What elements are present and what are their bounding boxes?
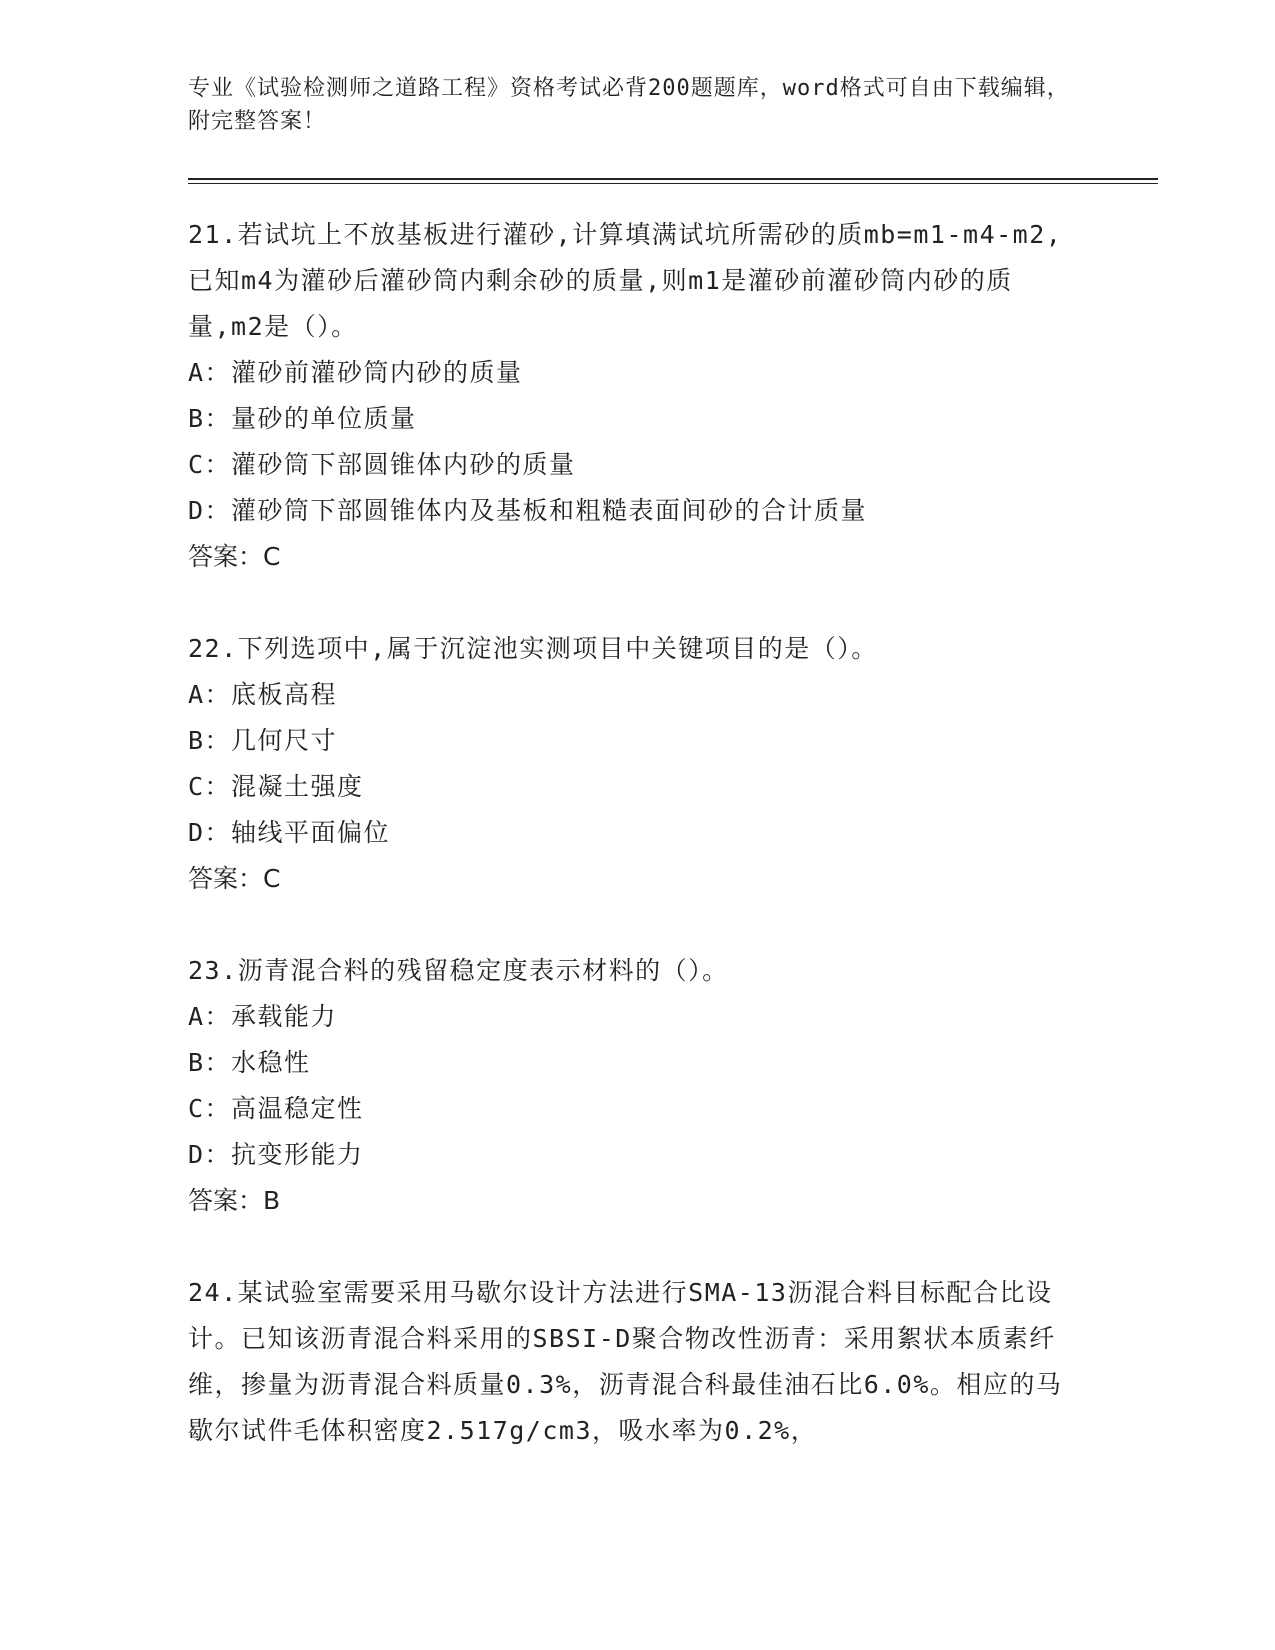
question-21 — [188, 212, 1088, 580]
question-text: 24.某试验室需要采用马歇尔设计方法进行SMA-13沥混合料目标配合比设计。已知该沥青混合料采用的SBSI-D聚合物改性沥青：采用絮状本质素纤维，掺量为沥青混合料质量0.3%，沥青混合科最佳油石比6.0%。相应的马歇尔试件毛体积密度2.517g/cm3，吸水率为0.2%， — [188, 1278, 1063, 1445]
question-list — [188, 212, 1088, 1500]
question-text: 23.沥青混合料的残留稳定度表示材料的（）。 — [188, 956, 729, 985]
answer-text: 答案：B — [188, 1186, 281, 1215]
option-b: B：水稳性 — [188, 1048, 311, 1077]
question-text: 21.若试坑上不放基板进行灌砂,计算填满试坑所需砂的质mb=m1-m4-m2,已知m4为灌砂后灌砂筒内剩余砂的质量,则m1是灌砂前灌砂筒内砂的质量,m2是（）。 — [188, 220, 1063, 341]
option-d: D：轴线平面偏位 — [188, 818, 391, 847]
option-d: D：抗变形能力 — [188, 1140, 364, 1169]
question-23 — [188, 948, 1088, 1224]
answer-text: 答案：C — [188, 864, 281, 893]
document-header — [188, 72, 1088, 138]
option-a: A：承载能力 — [188, 1002, 338, 1031]
option-b: B：几何尺寸 — [188, 726, 338, 755]
answer-text: 答案：C — [188, 542, 281, 571]
question-text: 22.下列选项中,属于沉淀池实测项目中关键项目的是（）。 — [188, 634, 878, 663]
option-c: C：混凝土强度 — [188, 772, 364, 801]
question-24 — [188, 1270, 1088, 1454]
option-d: D：灌砂筒下部圆锥体内及基板和粗糙表面间砂的合计质量 — [188, 496, 868, 525]
header-title: 专业《试验检测师之道路工程》资格考试必背200题题库，word格式可自由下载编辑，附完整答案！ — [188, 76, 1070, 134]
option-a: A：灌砂前灌砂筒内砂的质量 — [188, 358, 523, 387]
header-divider-thin — [188, 183, 1158, 184]
option-b: B：量砂的单位质量 — [188, 404, 417, 433]
question-22 — [188, 626, 1088, 902]
option-c: C：灌砂筒下部圆锥体内砂的质量 — [188, 450, 576, 479]
header-divider-thick — [188, 178, 1158, 180]
option-c: C：高温稳定性 — [188, 1094, 364, 1123]
option-a: A：底板高程 — [188, 680, 338, 709]
